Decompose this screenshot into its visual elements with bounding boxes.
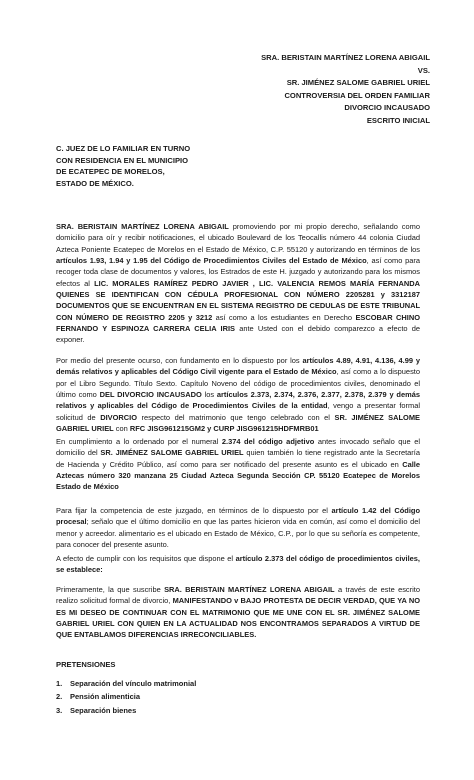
pretensiones-list: [56, 677, 196, 717]
intro-text: , así como para recoger toda clase de documentos y valores, los Estrados de este H. juzgado y autorizando para los mismos efectos al: [56, 256, 420, 288]
divorce-word: DIVORCIO: [100, 412, 137, 422]
basis-text: , así como a lo dispuesto por el Libro Segundo. Título Sexto. Capítulo Noveno del código de procedimientos civiles, denominado el último como: [56, 367, 420, 400]
heading-document-type: ESCRITO INICIAL: [366, 115, 430, 125]
paragraph-legal-basis: [56, 355, 420, 434]
declaration-text: a través de este escrito realizo solicitud formal de divorcio,: [56, 585, 420, 606]
list-item: [56, 677, 196, 690]
procedural-code-article: artículo 1.42 del Código procesal: [56, 506, 420, 527]
defendant-name: SR. JIMÉNEZ SALOME GABRIEL URIEL: [100, 448, 244, 458]
basis-text: , vengo a presentar formal solicitud de: [56, 401, 420, 422]
paragraph-declaration: [56, 584, 420, 641]
adjective-code-article: 2.374 del código adjetivo: [221, 437, 315, 446]
basis-text: respecto del matrimonio que tengo celebrado con el: [137, 412, 335, 422]
heading-plaintiff: SRA. BERISTAIN MARTÍNEZ LORENA ABIGAIL: [261, 53, 430, 62]
list-text: Separación del vínculo matrimonial: [70, 679, 197, 688]
pretensiones-heading: PRETENSIONES: [56, 660, 116, 669]
list-number: 3.: [56, 705, 63, 715]
list-number: 1.: [56, 679, 63, 688]
paragraph-defendant-address: [56, 436, 420, 493]
case-heading: [261, 52, 430, 128]
declaration-text: Primeramente, la que suscribe: [56, 585, 165, 594]
plaintiff-name: SRA. BERISTAIN MARTÍNEZ LORENA ABIGAIL: [164, 585, 335, 594]
intro-text: así como a los estudiantes en Derecho: [212, 312, 356, 322]
addressee-line: ESTADO DE MÉXICO.: [56, 178, 134, 188]
defendant-name: SR. JIMÉNEZ SALOME GABRIEL URIEL: [56, 412, 420, 434]
paragraph-introduction: [56, 221, 420, 346]
basis-text: con: [113, 424, 130, 434]
jurisdiction-text: Para fijar la competencia de este juzgado, en términos de lo dispuesto por el: [56, 506, 332, 515]
address-text: antes invocado señalo que el domicilio del: [56, 437, 420, 458]
heading-defendant: SR. JIMÉNEZ SALOME GABRIEL URIEL: [286, 78, 430, 88]
article-reference: artículos 1.93, 1.94 y 1.95 del Código de Procedimientos Civiles del Estado de México: [56, 256, 367, 266]
sworn-statement: MANIFESTANDO v BAJO PROTESTA DE DECIR VERDAD, QUE YA NO ES MI DESEO DE CONTINUAR CON EL MATRIMONIO QUE ME UNE CON EL SR. JIMÉNEZ SALOME GABRIEL URIEL CON QUIEN EN LA ACTUALIDAD NOS ENCONTRAMOS SEPARADOS A VIRTUD DE QUE ENTABLAMOS DIFERENCIAS IRRECONCILIABLES.: [56, 596, 420, 640]
list-item: [56, 704, 196, 717]
heading-divorce-type: DIVORCIO INCAUSADO: [344, 103, 430, 113]
list-text: Separación bienes: [70, 705, 137, 715]
heading-versus: VS.: [417, 65, 430, 75]
jurisdiction-text: ; señalo que el último domicilio en que las partes hicieron vida en común, así como el domicilio del menor y acreedor. alimentario es el ubicado en Estado de México, C.P., por lo que su señoría es competente, para conocer del presente asunto.: [56, 517, 420, 550]
requirements-text: A efecto de cumplir con los requisitos que dispone el: [56, 554, 236, 563]
addressee-line: C. JUEZ DE LO FAMILIAR EN TURNO: [56, 144, 191, 153]
list-number: 2.: [56, 692, 63, 702]
students-names: ESCOBAR CHINO FERNANDO Y ESPINOZA CARRERA CELIA IRIS: [56, 312, 420, 334]
list-text: Pensión alimenticia: [70, 692, 141, 702]
heading-controversy: CONTROVERSIA DEL ORDEN FAMILIAR: [284, 90, 430, 100]
address-text: quien también lo tiene registrado ante la Secretaría de Hacienda y Crédito Público, así como para ser notificado del presente asunto es el ubicado en: [56, 448, 420, 469]
list-item: [56, 690, 196, 703]
addressee-line: DE ECATEPEC DE MORELOS,: [56, 167, 165, 177]
paragraph-requirements: [56, 553, 420, 576]
requirements-article: artículo 2.373 del código de procedimientos civiles, se establece:: [56, 554, 421, 575]
addressee-block: [56, 143, 190, 189]
address-text: En cumplimiento a lo ordenado por el numeral: [56, 437, 222, 446]
divorce-chapter: DEL DIVORCIO INCAUSADO: [99, 390, 202, 400]
intro-text: ante Usted con el debido comparezco a efecto de exponer.: [56, 324, 421, 345]
addressee-line: CON RESIDENCIA EN EL MUNICIPIO: [56, 155, 189, 165]
intro-text: promoviendo por mi propio derecho, señalando como domicilio para oír y recibir notificaciones, el ubicado Boulevard de los Teocallis número 44 colonia Ciudad Azteca Poniente Ecatepec de Morelos en el Estado de México, C.P. 55120 y autorizando en términos de los: [56, 222, 420, 254]
defendant-ids: RFC JISG961215GM2 y CURP JISG961215HDFMRB01: [129, 424, 319, 434]
plaintiff-name: SRA. BERISTAIN MARTÍNEZ LORENA ABIGAIL: [56, 222, 229, 231]
civil-code-articles: artículos 4.89, 4.91, 4.136, 4.99 y demás relativos y aplicables del Código Civil vigente para el Estado de México: [56, 356, 420, 377]
basis-text: Por medio del presente ocurso, con fundamento en lo dispuesto por los: [56, 356, 303, 365]
defendant-address: Calle Aztecas número 320 manzana 25 Ciudad Azteca Segunda Sección CP. 55120 Ecatepec de Morelos Estado de México: [56, 459, 420, 492]
basis-text: los: [201, 390, 217, 400]
lawyers-names: LIC. MORALES RAMÍREZ PEDRO JAVIER , LIC. VALENCIA REMOS MARÍA FERNANDA QUIENES SE IDENTIFICAN CON CÉDULA PROFESIONAL CON NÚMERO 2205281 y 3312187 DOCUMENTOS QUE SE ENCUENTRAN EN EL SISTEMA REGISTRO DE CEDULAS DE ESTE TRIBUNAL CON NÚMERO DE REGISTRO 2205 y 3212: [56, 278, 420, 322]
procedure-articles: artículos 2.373, 2.374, 2.376, 2.377, 2.378, 2.379 y demás relativos y aplicables del Código de Procedimientos Civiles de la entidad: [56, 390, 420, 411]
paragraph-jurisdiction: [56, 505, 420, 550]
